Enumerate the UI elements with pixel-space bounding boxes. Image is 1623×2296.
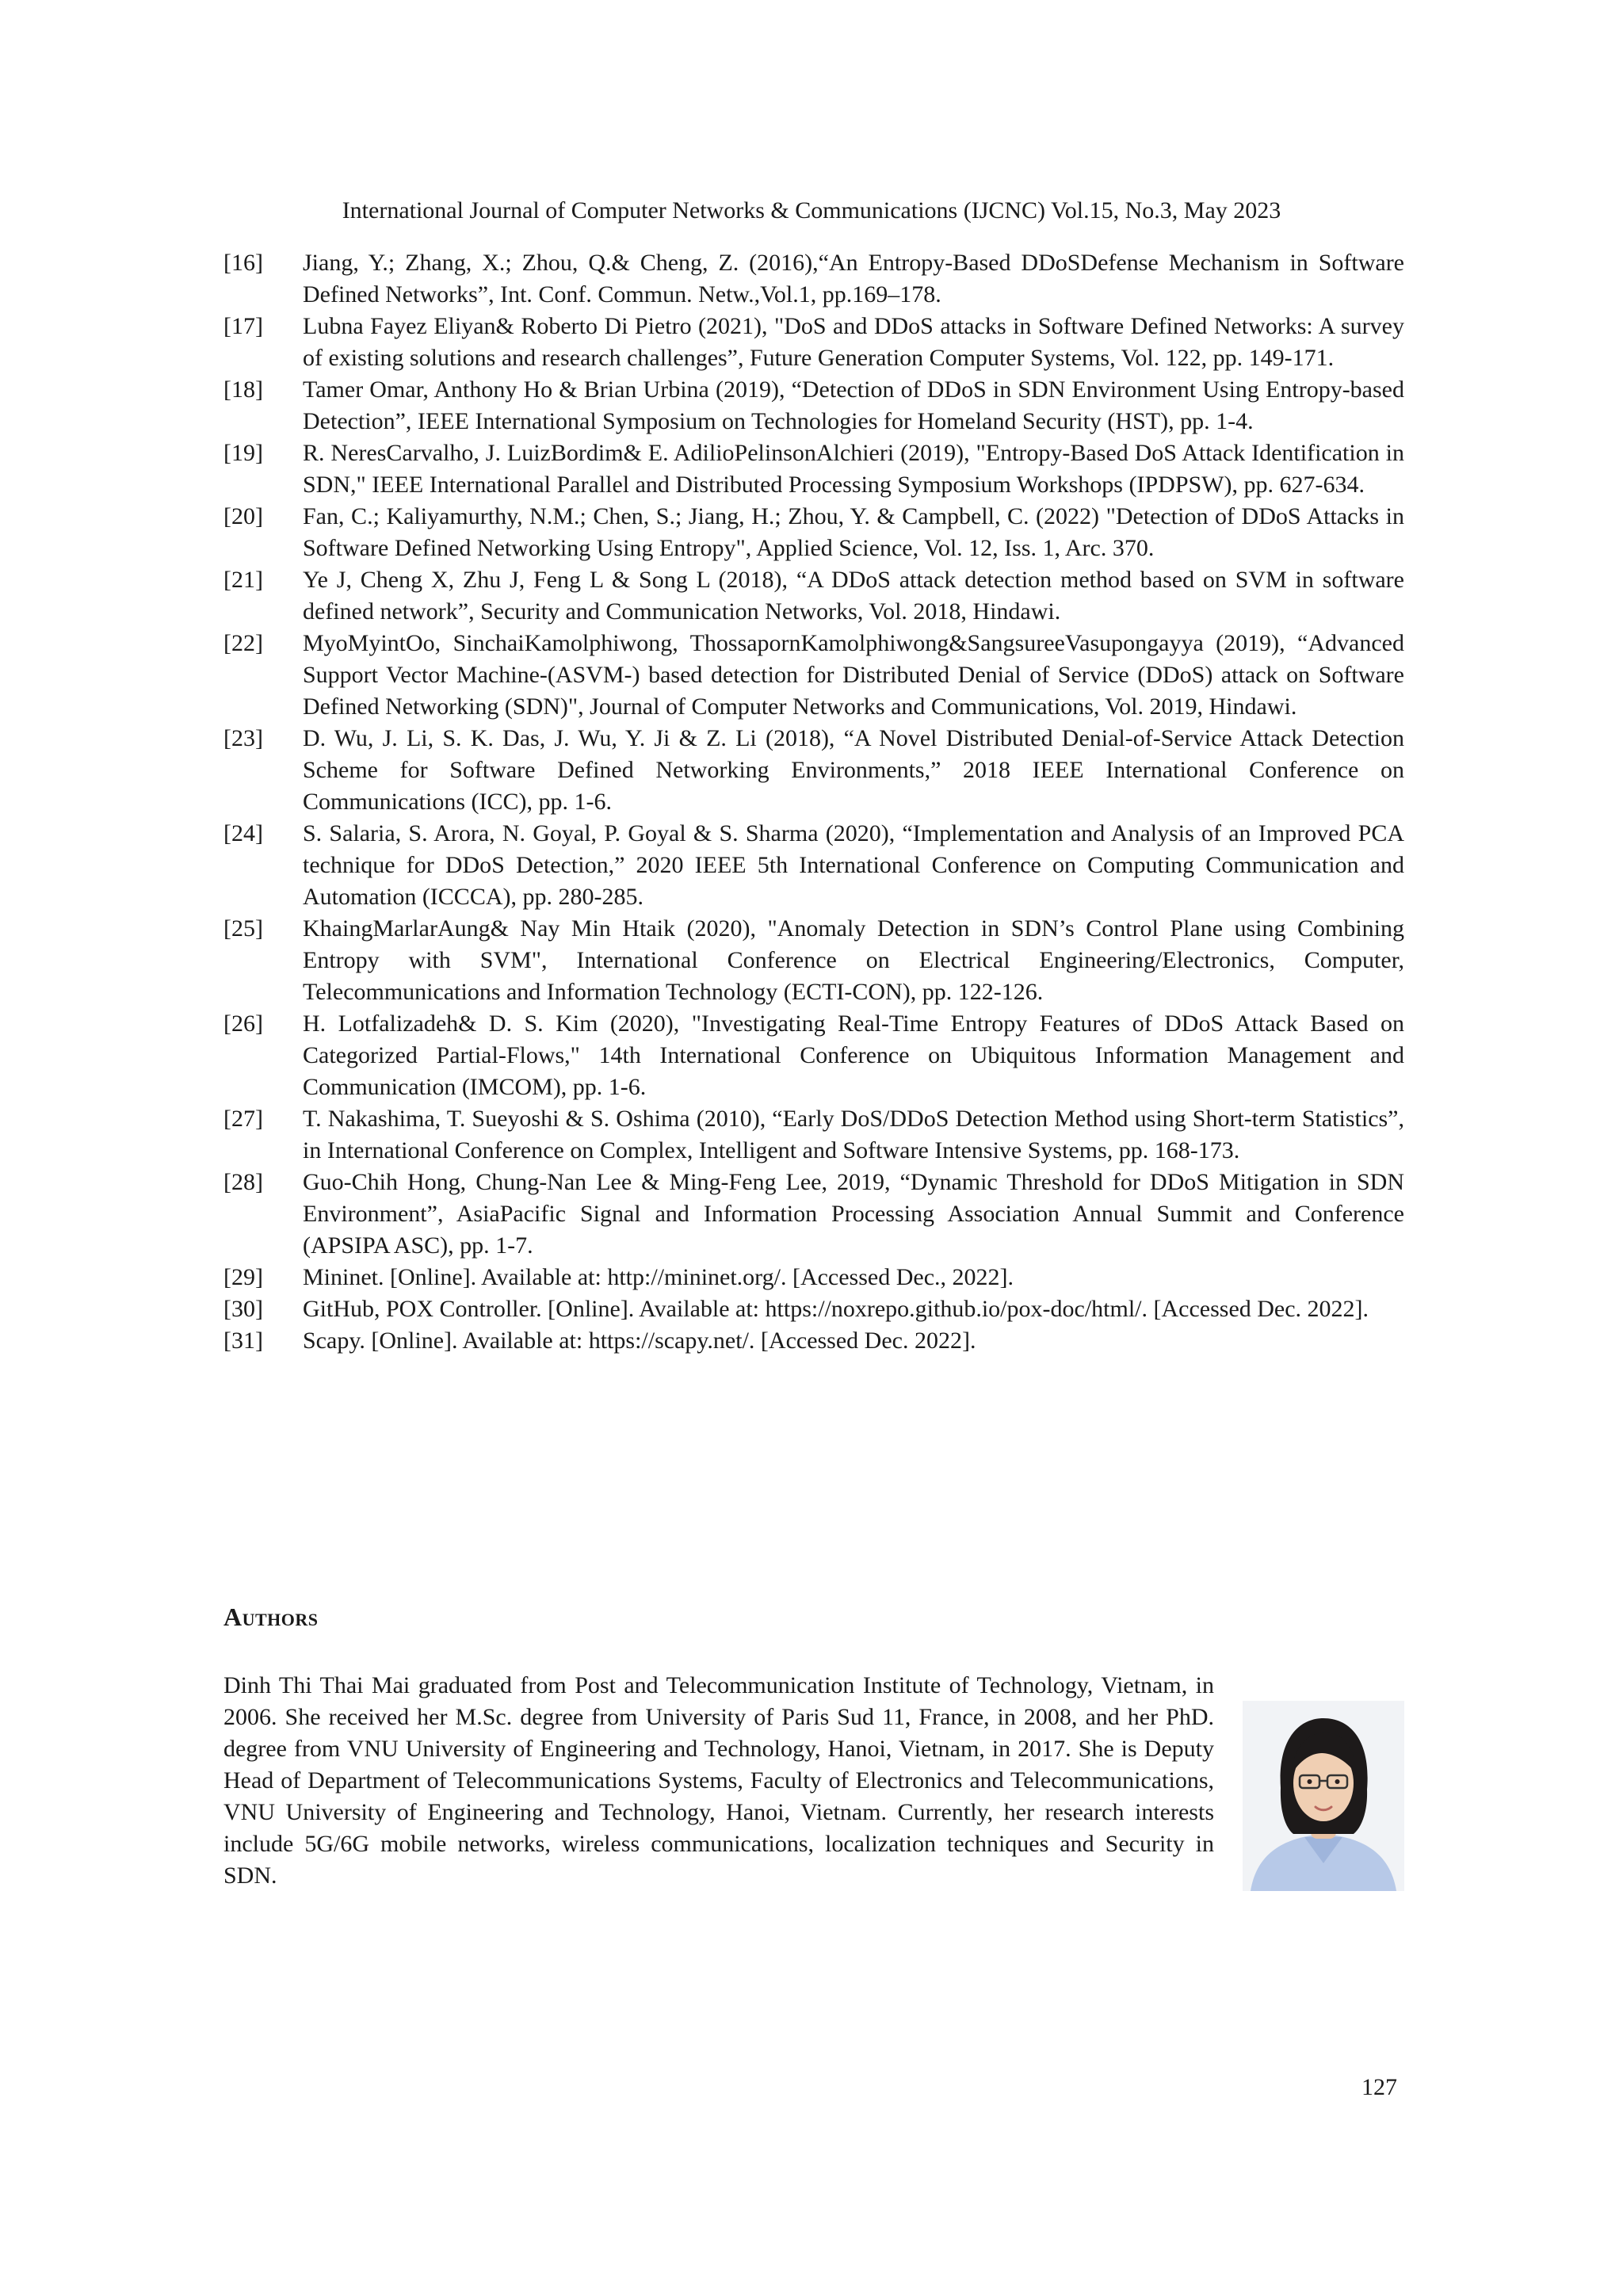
reference-text: Guo-Chih Hong, Chung-Nan Lee & Ming-Feng Lee, 2019, “Dynamic Threshold for DDoS Mitigation in SDN Environment”, AsiaPacific Signal and Information Processing Association Annual Summit and Conference (APSIPA ASC), pp. 1-7. (303, 1169, 1404, 1259)
running-header: International Journal of Computer Networks & Communications (IJCNC) Vol.15, No.3, May 2023 (342, 197, 1281, 223)
reference-number: [28] (223, 1169, 263, 1195)
reference-item (223, 1325, 1404, 1357)
reference-text: R. NeresCarvalho, J. LuizBordim& E. AdilioPelinsonAlchieri (2019), "Entropy-Based DoS Attack Identification in SDN," IEEE International Parallel and Distributed Processing Symposium Workshops (IPDPSW), pp. 627-634. (303, 440, 1404, 498)
reference-item (223, 374, 1404, 437)
reference-number: [22] (223, 630, 263, 656)
reference-number: [19] (223, 440, 263, 466)
reference-text: KhaingMarlarAung& Nay Min Htaik (2020), "Anomaly Detection in SDN’s Control Plane using Combining Entropy with SVM", International Conference on Electrical Engineering/Electronics, Computer, Telecommunications and Information Technology (ECTI-CON), pp. 122-126. (303, 915, 1404, 1005)
reference-item (223, 311, 1404, 374)
reference-item (223, 501, 1404, 564)
reference-number: [23] (223, 725, 263, 751)
reference-text: D. Wu, J. Li, S. K. Das, J. Wu, Y. Ji & Z. Li (2018), “A Novel Distributed Denial-of-Service Attack Detection Scheme for Software Defined Networking Environments,” 2018 IEEE International Conference on Communications (ICC), pp. 1-6. (303, 725, 1404, 815)
reference-number: [20] (223, 503, 263, 529)
author-photo (1243, 1701, 1404, 1891)
reference-item (223, 1293, 1404, 1325)
reference-number: [30] (223, 1296, 263, 1322)
reference-number: [24] (223, 820, 263, 846)
reference-text: Ye J, Cheng X, Zhu J, Feng L & Song L (2018), “A DDoS attack detection method based on SVM in software defined network”, Security and Communication Networks, Vol. 2018, Hindawi. (303, 567, 1404, 625)
reference-number: [29] (223, 1264, 263, 1290)
reference-item (223, 818, 1404, 913)
reference-item (223, 437, 1404, 501)
reference-item (223, 1262, 1404, 1293)
reference-number: [16] (223, 250, 263, 276)
reference-item (223, 564, 1404, 628)
reference-item (223, 1103, 1404, 1167)
reference-item (223, 913, 1404, 1008)
reference-text: S. Salaria, S. Arora, N. Goyal, P. Goyal & S. Sharma (2020), “Implementation and Analysis of an Improved PCA technique for DDoS Detection,” 2020 IEEE 5th International Conference on Computing Communication and Automation (ICCCA), pp. 280-285. (303, 820, 1404, 910)
reference-text: Tamer Omar, Anthony Ho & Brian Urbina (2019), “Detection of DDoS in SDN Environment Using Entropy-based Detection”, IEEE International Symposium on Technologies for Homeland Security (HST), pp. 1-4. (303, 376, 1404, 434)
page-number: 127 (1361, 2074, 1397, 2100)
reference-item (223, 1008, 1404, 1103)
reference-text: H. Lotfalizadeh& D. S. Kim (2020), "Investigating Real-Time Entropy Features of DDoS Attack Based on Categorized Partial-Flows," 14th International Conference on Ubiquitous Information Management and Communication (IMCOM), pp. 1-6. (303, 1010, 1404, 1100)
reference-text: MyoMyintOo, SinchaiKamolphiwong, ThossapornKamolphiwong&SangsureeVasupongayya (2019), “Advanced Support Vector Machine-(ASVM-) based detection for Distributed Denial of Service (DDoS) attack on Software Defined Networking (SDN)", Journal of Computer Networks and Communications, Vol. 2019, Hindawi. (303, 630, 1404, 720)
reference-number: [17] (223, 313, 263, 339)
reference-text: Scapy. [Online]. Available at: https://scapy.net/. [Accessed Dec. 2022]. (303, 1328, 976, 1354)
reference-text: T. Nakashima, T. Sueyoshi & S. Oshima (2010), “Early DoS/DDoS Detection Method using Short-term Statistics”, in International Conference on Complex, Intelligent and Software Intensive Systems, pp. 168-173. (303, 1106, 1404, 1163)
reference-number: [25] (223, 915, 263, 942)
reference-number: [27] (223, 1106, 263, 1132)
reference-item (223, 1167, 1404, 1262)
reference-item (223, 628, 1404, 723)
reference-item (223, 247, 1404, 311)
reference-list (223, 247, 1404, 1357)
reference-text: Mininet. [Online]. Available at: http://mininet.org/. [Accessed Dec., 2022]. (303, 1264, 1014, 1290)
reference-text: GitHub, POX Controller. [Online]. Available at: https://noxrepo.github.io/pox-doc/html/. [Accessed Dec. 2022]. (303, 1296, 1369, 1322)
reference-text: Jiang, Y.; Zhang, X.; Zhou, Q.& Cheng, Z. (2016),“An Entropy-Based DDoSDefense Mechanism in Software Defined Networks”, Int. Conf. Commun. Netw.,Vol.1, pp.169–178. (303, 250, 1404, 308)
author-bio: Dinh Thi Thai Mai graduated from Post and Telecommunication Institute of Technology, Vietnam, in 2006. She received her M.Sc. degree from University of Paris Sud 11, France, in 2008, and her PhD. degree from VNU University of Engineering and Technology, Hanoi, Vietnam, in 2017. She is Deputy Head of Department of Telecommunications Systems, Faculty of Electronics and Telecommunications, VNU University of Engineering and Technology, Hanoi, Vietnam. Currently, her research interests include 5G/6G mobile networks, wireless communications, localization techniques and Security in SDN. (223, 1672, 1214, 1889)
reference-text: Lubna Fayez Eliyan& Roberto Di Pietro (2021), "DoS and DDoS attacks in Software Defined Networks: A survey of existing solutions and research challenges”, Future Generation Computer Systems, Vol. 122, pp. 149-171. (303, 313, 1404, 371)
reference-text: Fan, C.; Kaliyamurthy, N.M.; Chen, S.; Jiang, H.; Zhou, Y. & Campbell, C. (2022) "Detection of DDoS Attacks in Software Defined Networking Using Entropy", Applied Science, Vol. 12, Iss. 1, Arc. 370. (303, 503, 1404, 561)
reference-number: [21] (223, 567, 263, 593)
reference-number: [18] (223, 376, 263, 403)
reference-item (223, 723, 1404, 818)
authors-heading: Authors (223, 1603, 319, 1631)
reference-number: [26] (223, 1010, 263, 1037)
reference-number: [31] (223, 1328, 263, 1354)
